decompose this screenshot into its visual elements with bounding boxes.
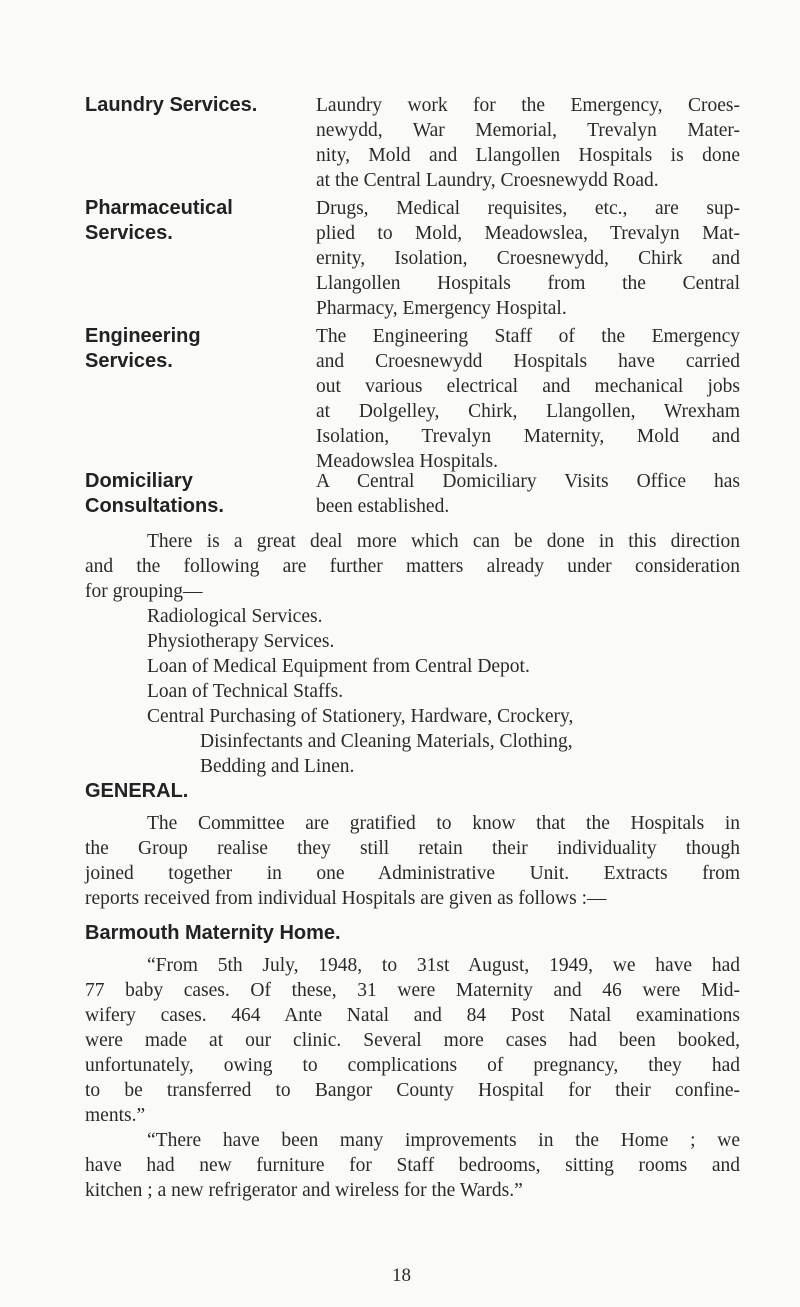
text-line: newydd, War Memorial, Trevalyn Mater- [316,120,740,141]
list-item: Loan of Medical Equipment from Central Depot. [147,656,530,677]
heading-line: Services. [85,222,173,244]
text-line: joined together in one Administrative Unit. Extracts from [85,863,740,884]
text-line: were made at our clinic. Several more cases had been booked, [85,1030,740,1051]
text-line: unfortunately, owing to complications of pregnancy, they had [85,1055,740,1076]
text-line: A Central Domiciliary Visits Office has [316,471,740,492]
pharmaceutical-services-heading [85,196,305,246]
heading-line: Pharmaceutical [85,197,233,219]
text-line: There is a great deal more which can be done in this direction [147,531,740,552]
domiciliary-consultations-text [316,469,740,519]
list-item-continuation: Bedding and Linen. [200,756,355,777]
domiciliary-consultations-heading [85,469,305,519]
page-number: 18 [392,1265,411,1286]
text-line: kitchen ; a new refrigerator and wireless for the Wards.” [85,1180,523,1201]
text-line: at Dolgelley, Chirk, Llangollen, Wrexham [316,401,740,422]
text-line: the Group realise they still retain their individuality though [85,838,740,859]
grouping-paragraph [85,529,740,779]
general-heading: GENERAL. [85,780,189,802]
text-line: “From 5th July, 1948, to 31st August, 1949, we have had [147,955,740,976]
text-line: Pharmacy, Emergency Hospital. [316,298,567,319]
text-line: ments.” [85,1105,146,1126]
text-line: Drugs, Medical requisites, etc., are sup- [316,198,740,219]
barmouth-paragraph-2 [85,1128,740,1203]
text-line: been established. [316,496,450,517]
text-line: Laundry work for the Emergency, Croes- [316,95,740,116]
barmouth-heading: Barmouth Maternity Home. [85,922,341,944]
text-line: and the following are further matters already under consideration [85,556,740,577]
text-line: at the Central Laundry, Croesnewydd Road. [316,170,659,191]
heading-line: Services. [85,350,173,372]
text-line: “There have been many improvements in the Home ; we [147,1130,740,1151]
barmouth-paragraph-1 [85,953,740,1128]
list-item: Central Purchasing of Stationery, Hardware, Crockery, [147,706,574,727]
laundry-services-text [316,93,740,193]
text-line: wifery cases. 464 Ante Natal and 84 Post Natal examinations [85,1005,740,1026]
list-item: Loan of Technical Staffs. [147,681,344,702]
list-item-continuation: Disinfectants and Cleaning Materials, Clothing, [200,731,573,752]
text-line: out various electrical and mechanical jobs [316,376,740,397]
text-line: plied to Mold, Meadowslea, Trevalyn Mat- [316,223,740,244]
text-line: The Engineering Staff of the Emergency [316,326,740,347]
text-line: nity, Mold and Llangollen Hospitals is done [316,145,740,166]
heading-line: Domiciliary [85,470,193,492]
list-item: Radiological Services. [147,606,323,627]
text-line: ernity, Isolation, Croesnewydd, Chirk and [316,248,740,269]
text-line: Meadowslea Hospitals. [316,451,498,472]
text-line: to be transferred to Bangor County Hospital for their confine- [85,1080,740,1101]
text-line: for grouping— [85,581,203,602]
laundry-services-heading [85,93,305,118]
general-paragraph [85,811,740,911]
heading-line: Laundry Services. [85,94,258,116]
text-line: The Committee are gratified to know that the Hospitals in [147,813,740,834]
text-line: have had new furniture for Staff bedrooms, sitting rooms and [85,1155,740,1176]
text-line: reports received from individual Hospitals are given as follows :— [85,888,607,909]
text-line: Isolation, Trevalyn Maternity, Mold and [316,426,740,447]
text-line: 77 baby cases. Of these, 31 were Maternity and 46 were Mid- [85,980,740,1001]
heading-line: Engineering [85,325,201,347]
text-line: Llangollen Hospitals from the Central [316,273,740,294]
engineering-services-text [316,324,740,474]
engineering-services-heading [85,324,305,374]
text-line: and Croesnewydd Hospitals have carried [316,351,740,372]
pharmaceutical-services-text [316,196,740,321]
list-item: Physiotherapy Services. [147,631,335,652]
heading-line: Consultations. [85,495,224,517]
